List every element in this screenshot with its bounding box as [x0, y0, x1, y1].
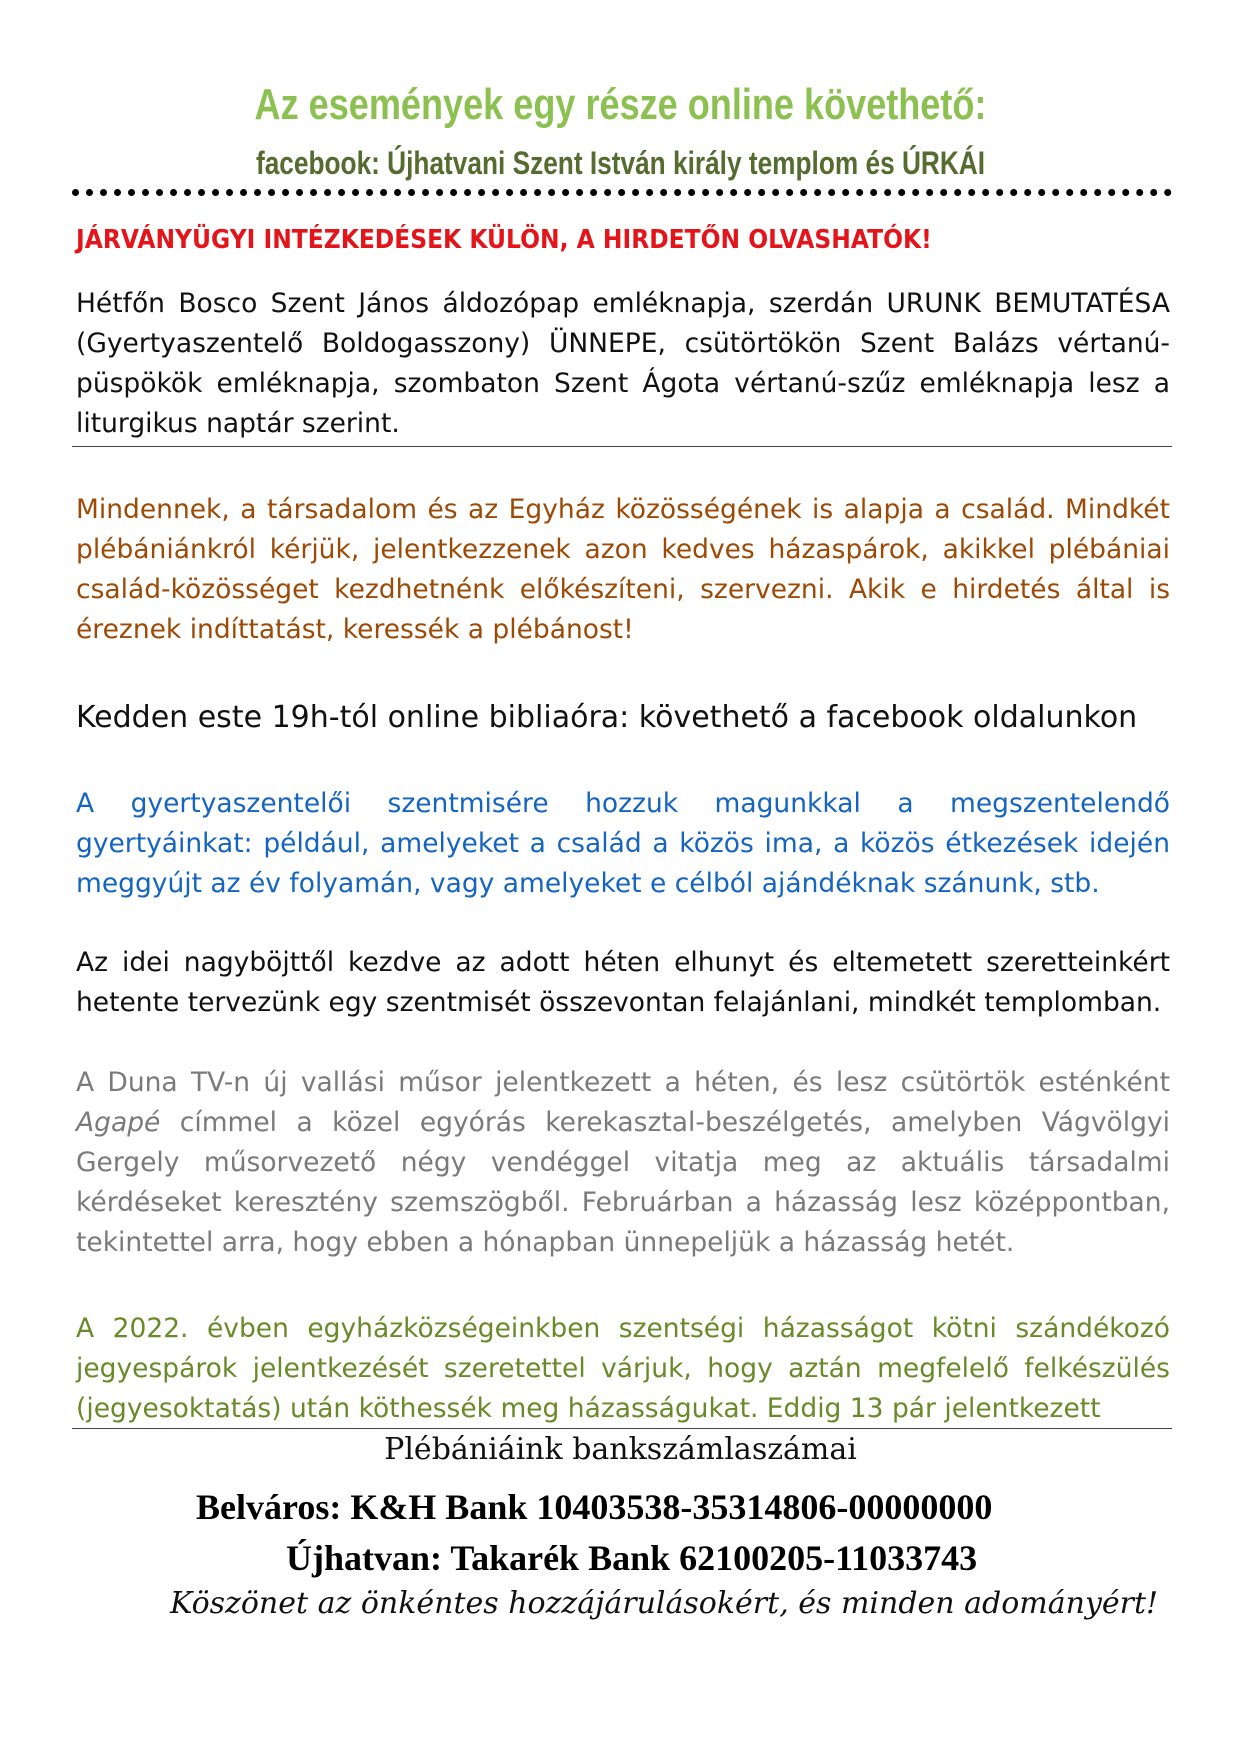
- feast-days-text: Hétfőn Bosco Szent János áldozópap emléknapja, szerdán URUNK BEMUTATÉSA (Gyertyaszentelő Boldogasszony) ÜNNEPE, csütörtökön Szent Balázs vértanú-püspökök emléknapja, szombaton Szent Ágota vértanú-szűz emléknapja lesz a: [76, 288, 1170, 399]
- tv-program-text-a: A Duna TV-n új vallási műsor jelentkezett a héten, és lesz csütörtök esténként: [76, 1067, 1170, 1098]
- paragraph-feast-days: [76, 284, 1170, 444]
- horizontal-rule: [72, 446, 1172, 447]
- paragraph-bible-study: Kedden este 19h-tól online bibliaóra: követhető a facebook oldalunkon: [76, 700, 1138, 735]
- paragraph-family-community: Mindennek, a társadalom és az Egyház közösségének is alapja a család. Mindkét plébániánkról kérjük, jelentkezzenek azon kedves házaspárok, akikkel plébániai család-közösséget kezdhetnénk előkészíteni, szervezni. Akik e hirdetés által is éreznek indíttatást, keressék a plébánost!: [76, 494, 1170, 645]
- paragraph-memorial-mass: Az idei nagyböjttől kezdve az adott héten elhunyt és eltemetett szeretteinkért hetente tervezünk egy szentmisét összevontan felajánlani, mindkét templomban.: [76, 947, 1170, 1018]
- paragraph-wedding: A 2022. évben egyházközségeinkben szentségi házasságot kötni szándékozó jegyespárok jelentkezését szeretettel várjuk, hogy aztán megfelelő felkészülés (jegyesoktatás) után köthessék meg házasságukat. Eddig 13 pár jelentkezett: [76, 1313, 1170, 1424]
- alert-notice: JÁRVÁNYÜGYI INTÉZKEDÉSEK KÜLÖN, A HIRDETŐN OLVASHATÓK!: [76, 225, 932, 255]
- bank-account-ujhatvan: Újhatvan: Takarék Bank 62100205-11033743: [286, 1538, 978, 1578]
- paragraph-candles: A gyertyaszentelői szentmisére hozzuk magunkkal a megszentelendő gyertyáinkat: például, amelyeket a család a közös ima, a közös étkezések idején meggyújt az év folyamán, vagy amelyeket e célból ajándéknak szánunk, stb.: [76, 788, 1170, 899]
- page-subtitle: facebook: Újhatvani Szent István király templom és ÚRKÁI: [255, 145, 986, 181]
- horizontal-rule: [72, 1428, 1172, 1429]
- paragraph-tv-program: [76, 1063, 1170, 1263]
- feast-days-last-line: liturgikus naptár szerint.: [76, 408, 400, 439]
- dotted-divider: [72, 189, 1172, 196]
- tv-program-text-b: címmel a közel egyórás kerekasztal-beszélgetés, amelyben Vágvölgyi Gergely műsorvezető négy vendéggel vitatja meg az aktuális társadalmi kérdéseket keresztény szemszögből. Februárban a házasság lesz középpontban, tekintettel arra, hogy ebben a hónapban ünnepeljük a házasság hetét.: [76, 1107, 1170, 1258]
- page-title: Az események egy része online követhető:: [254, 80, 987, 129]
- bank-account-belvaros: Belváros: K&H Bank 10403538-35314806-00000000: [196, 1487, 993, 1527]
- bank-accounts-title: Plébániáink bankszámlaszámai: [384, 1432, 857, 1467]
- thanks-note: Köszönet az önkéntes hozzájárulásokért, és minden adományért!: [170, 1586, 1159, 1621]
- tv-program-title: Agapé: [76, 1107, 161, 1138]
